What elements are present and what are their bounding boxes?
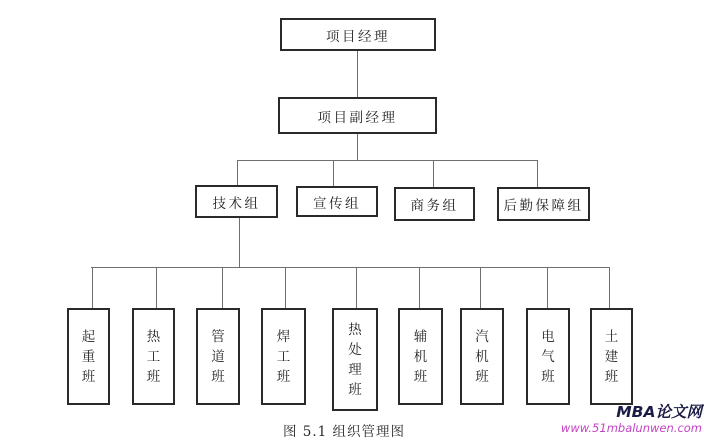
node-auxiliary-machine-team <box>398 308 443 405</box>
connector-drop-publicity <box>333 160 334 187</box>
node-deputy-project-manager-label: 项目副经理 <box>317 109 398 126</box>
watermark <box>561 404 702 435</box>
connector-groups-bus <box>237 160 538 161</box>
node-electrical-team-label: 电气班 <box>541 328 555 385</box>
node-thermal-team-label: 热工班 <box>146 328 161 385</box>
connector-teams-bus <box>91 267 610 268</box>
connector-drop-team-1 <box>92 267 93 308</box>
connector-drop-team-6 <box>419 267 420 308</box>
node-technical-group-label: 技术组 <box>212 195 261 212</box>
connector-deputy-to-bus <box>357 134 358 161</box>
connector-drop-team-8 <box>547 267 548 308</box>
node-electrical-team <box>526 308 570 405</box>
connector-drop-technical <box>237 160 238 186</box>
node-steam-turbine-team-label: 汽机班 <box>475 328 489 385</box>
node-heat-treatment-team <box>332 308 378 411</box>
node-thermal-team <box>132 308 175 405</box>
node-deputy-project-manager <box>278 97 437 134</box>
node-publicity-group <box>296 186 378 217</box>
node-business-group <box>394 187 475 221</box>
node-civil-construction-team <box>590 308 633 405</box>
connector-technical-to-bus <box>239 218 240 267</box>
node-project-manager <box>280 18 436 51</box>
connector-drop-team-4 <box>285 267 286 308</box>
node-publicity-group-label: 宣传组 <box>313 195 361 212</box>
node-business-group-label: 商务组 <box>410 198 459 214</box>
node-pipeline-team <box>196 308 240 405</box>
node-heat-treatment-team-label: 热处理班 <box>348 321 362 398</box>
node-auxiliary-machine-team-label: 辅机班 <box>413 328 428 385</box>
node-welder-team <box>261 308 306 405</box>
node-project-manager-label: 项目经理 <box>326 28 390 45</box>
connector-drop-team-7 <box>480 267 481 308</box>
node-logistics-support-group-label: 后勤保障组 <box>503 198 584 214</box>
connector-drop-team-2 <box>156 267 157 308</box>
connector-manager-deputy <box>357 51 358 97</box>
node-logistics-support-group <box>497 187 590 221</box>
node-technical-group <box>195 185 278 218</box>
node-lifting-team-label: 起重班 <box>81 328 96 385</box>
node-lifting-team <box>67 308 110 405</box>
connector-drop-team-5 <box>356 267 357 308</box>
connector-drop-team-3 <box>222 267 223 308</box>
node-pipeline-team-label: 管道班 <box>211 328 225 385</box>
node-welder-team-label: 焊工班 <box>276 328 291 385</box>
watermark-site-name: MBA论文网 <box>616 403 702 421</box>
node-steam-turbine-team <box>460 308 504 405</box>
connector-drop-logistics <box>537 160 538 188</box>
figure-caption: 图 5.1 组织管理图 <box>283 424 406 440</box>
watermark-site-url: www.51mbalunwen.com <box>560 420 702 435</box>
connector-drop-team-9 <box>609 267 610 308</box>
node-civil-construction-team-label: 土建班 <box>604 328 619 385</box>
connector-drop-business <box>433 160 434 188</box>
